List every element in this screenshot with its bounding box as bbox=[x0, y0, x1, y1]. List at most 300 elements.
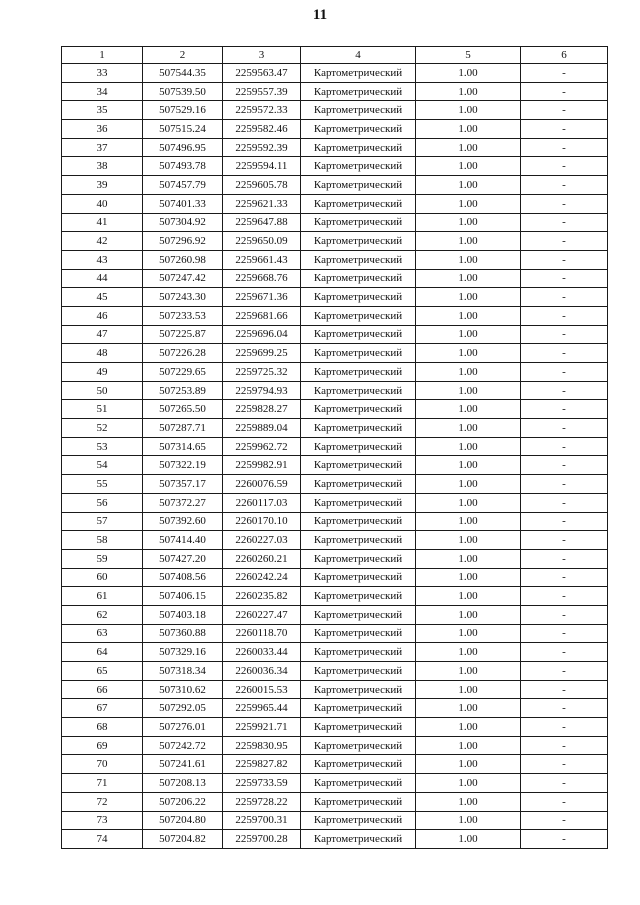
note-cell: - bbox=[521, 176, 608, 195]
x-coordinate-cell: 507515.24 bbox=[143, 120, 223, 139]
column-header: 3 bbox=[223, 47, 301, 64]
accuracy-cell: 1.00 bbox=[416, 194, 521, 213]
point-number-cell: 65 bbox=[62, 662, 143, 681]
point-number-cell: 42 bbox=[62, 232, 143, 251]
accuracy-cell: 1.00 bbox=[416, 381, 521, 400]
table-row bbox=[62, 774, 608, 793]
x-coordinate-cell: 507357.17 bbox=[143, 475, 223, 494]
table-row bbox=[62, 194, 608, 213]
x-coordinate-cell: 507539.50 bbox=[143, 82, 223, 101]
method-cell: Картометрический bbox=[301, 344, 416, 363]
accuracy-cell: 1.00 bbox=[416, 549, 521, 568]
note-cell: - bbox=[521, 811, 608, 830]
accuracy-cell: 1.00 bbox=[416, 213, 521, 232]
y-coordinate-cell: 2260076.59 bbox=[223, 475, 301, 494]
accuracy-cell: 1.00 bbox=[416, 662, 521, 681]
table-row bbox=[62, 605, 608, 624]
y-coordinate-cell: 2259794.93 bbox=[223, 381, 301, 400]
point-number-cell: 73 bbox=[62, 811, 143, 830]
table-row bbox=[62, 643, 608, 662]
x-coordinate-cell: 507493.78 bbox=[143, 157, 223, 176]
method-cell: Картометрический bbox=[301, 774, 416, 793]
method-cell: Картометрический bbox=[301, 755, 416, 774]
note-cell: - bbox=[521, 306, 608, 325]
x-coordinate-cell: 507241.61 bbox=[143, 755, 223, 774]
x-coordinate-cell: 507242.72 bbox=[143, 736, 223, 755]
table-row bbox=[62, 736, 608, 755]
method-cell: Картометрический bbox=[301, 64, 416, 83]
accuracy-cell: 1.00 bbox=[416, 456, 521, 475]
y-coordinate-cell: 2260227.47 bbox=[223, 605, 301, 624]
x-coordinate-cell: 507206.22 bbox=[143, 792, 223, 811]
table-row bbox=[62, 437, 608, 456]
table-row bbox=[62, 512, 608, 531]
method-cell: Картометрический bbox=[301, 400, 416, 419]
note-cell: - bbox=[521, 493, 608, 512]
note-cell: - bbox=[521, 680, 608, 699]
accuracy-cell: 1.00 bbox=[416, 400, 521, 419]
method-cell: Картометрический bbox=[301, 381, 416, 400]
method-cell: Картометрический bbox=[301, 157, 416, 176]
note-cell: - bbox=[521, 363, 608, 382]
x-coordinate-cell: 507296.92 bbox=[143, 232, 223, 251]
point-number-cell: 56 bbox=[62, 493, 143, 512]
table-row bbox=[62, 419, 608, 438]
y-coordinate-cell: 2260260.21 bbox=[223, 549, 301, 568]
y-coordinate-cell: 2259962.72 bbox=[223, 437, 301, 456]
table-row bbox=[62, 699, 608, 718]
x-coordinate-cell: 507496.95 bbox=[143, 138, 223, 157]
method-cell: Картометрический bbox=[301, 512, 416, 531]
x-coordinate-cell: 507260.98 bbox=[143, 250, 223, 269]
point-number-cell: 43 bbox=[62, 250, 143, 269]
note-cell: - bbox=[521, 269, 608, 288]
table-row bbox=[62, 176, 608, 195]
table-row bbox=[62, 718, 608, 737]
column-header: 2 bbox=[143, 47, 223, 64]
y-coordinate-cell: 2259921.71 bbox=[223, 718, 301, 737]
column-header: 6 bbox=[521, 47, 608, 64]
method-cell: Картометрический bbox=[301, 138, 416, 157]
note-cell: - bbox=[521, 549, 608, 568]
x-coordinate-cell: 507253.89 bbox=[143, 381, 223, 400]
point-number-cell: 50 bbox=[62, 381, 143, 400]
x-coordinate-cell: 507403.18 bbox=[143, 605, 223, 624]
y-coordinate-cell: 2259668.76 bbox=[223, 269, 301, 288]
table-row bbox=[62, 269, 608, 288]
y-coordinate-cell: 2259647.88 bbox=[223, 213, 301, 232]
accuracy-cell: 1.00 bbox=[416, 587, 521, 606]
x-coordinate-cell: 507529.16 bbox=[143, 101, 223, 120]
note-cell: - bbox=[521, 194, 608, 213]
point-number-cell: 46 bbox=[62, 306, 143, 325]
point-number-cell: 39 bbox=[62, 176, 143, 195]
x-coordinate-cell: 507204.80 bbox=[143, 811, 223, 830]
point-number-cell: 34 bbox=[62, 82, 143, 101]
x-coordinate-cell: 507392.60 bbox=[143, 512, 223, 531]
method-cell: Картометрический bbox=[301, 213, 416, 232]
note-cell: - bbox=[521, 531, 608, 550]
table-row bbox=[62, 250, 608, 269]
x-coordinate-cell: 507243.30 bbox=[143, 288, 223, 307]
x-coordinate-cell: 507372.27 bbox=[143, 493, 223, 512]
accuracy-cell: 1.00 bbox=[416, 718, 521, 737]
point-number-cell: 64 bbox=[62, 643, 143, 662]
method-cell: Картометрический bbox=[301, 811, 416, 830]
method-cell: Картометрический bbox=[301, 531, 416, 550]
y-coordinate-cell: 2259700.31 bbox=[223, 811, 301, 830]
x-coordinate-cell: 507401.33 bbox=[143, 194, 223, 213]
method-cell: Картометрический bbox=[301, 82, 416, 101]
y-coordinate-cell: 2260033.44 bbox=[223, 643, 301, 662]
x-coordinate-cell: 507544.35 bbox=[143, 64, 223, 83]
accuracy-cell: 1.00 bbox=[416, 568, 521, 587]
x-coordinate-cell: 507427.20 bbox=[143, 549, 223, 568]
accuracy-cell: 1.00 bbox=[416, 643, 521, 662]
point-number-cell: 44 bbox=[62, 269, 143, 288]
method-cell: Картометрический bbox=[301, 269, 416, 288]
note-cell: - bbox=[521, 830, 608, 849]
table-body bbox=[62, 64, 608, 849]
method-cell: Картометрический bbox=[301, 306, 416, 325]
note-cell: - bbox=[521, 699, 608, 718]
method-cell: Картометрический bbox=[301, 718, 416, 737]
note-cell: - bbox=[521, 82, 608, 101]
x-coordinate-cell: 507247.42 bbox=[143, 269, 223, 288]
y-coordinate-cell: 2260118.70 bbox=[223, 624, 301, 643]
accuracy-cell: 1.00 bbox=[416, 531, 521, 550]
x-coordinate-cell: 507229.65 bbox=[143, 363, 223, 382]
x-coordinate-cell: 507360.88 bbox=[143, 624, 223, 643]
x-coordinate-cell: 507408.56 bbox=[143, 568, 223, 587]
y-coordinate-cell: 2259827.82 bbox=[223, 755, 301, 774]
point-number-cell: 61 bbox=[62, 587, 143, 606]
accuracy-cell: 1.00 bbox=[416, 736, 521, 755]
table-row bbox=[62, 624, 608, 643]
x-coordinate-cell: 507304.92 bbox=[143, 213, 223, 232]
point-number-cell: 57 bbox=[62, 512, 143, 531]
column-header: 1 bbox=[62, 47, 143, 64]
x-coordinate-cell: 507204.82 bbox=[143, 830, 223, 849]
table-header-row bbox=[62, 47, 608, 64]
accuracy-cell: 1.00 bbox=[416, 624, 521, 643]
method-cell: Картометрический bbox=[301, 250, 416, 269]
table-row bbox=[62, 157, 608, 176]
note-cell: - bbox=[521, 456, 608, 475]
point-number-cell: 35 bbox=[62, 101, 143, 120]
note-cell: - bbox=[521, 344, 608, 363]
y-coordinate-cell: 2259700.28 bbox=[223, 830, 301, 849]
table-row bbox=[62, 493, 608, 512]
method-cell: Картометрический bbox=[301, 176, 416, 195]
point-number-cell: 59 bbox=[62, 549, 143, 568]
method-cell: Картометрический bbox=[301, 363, 416, 382]
accuracy-cell: 1.00 bbox=[416, 288, 521, 307]
table-row bbox=[62, 381, 608, 400]
accuracy-cell: 1.00 bbox=[416, 811, 521, 830]
x-coordinate-cell: 507457.79 bbox=[143, 176, 223, 195]
note-cell: - bbox=[521, 755, 608, 774]
method-cell: Картометрический bbox=[301, 101, 416, 120]
table-row bbox=[62, 549, 608, 568]
column-header: 5 bbox=[416, 47, 521, 64]
x-coordinate-cell: 507292.05 bbox=[143, 699, 223, 718]
note-cell: - bbox=[521, 138, 608, 157]
table-row bbox=[62, 568, 608, 587]
table-row bbox=[62, 400, 608, 419]
accuracy-cell: 1.00 bbox=[416, 830, 521, 849]
note-cell: - bbox=[521, 512, 608, 531]
method-cell: Картометрический bbox=[301, 792, 416, 811]
method-cell: Картометрический bbox=[301, 830, 416, 849]
x-coordinate-cell: 507276.01 bbox=[143, 718, 223, 737]
table-row bbox=[62, 120, 608, 139]
note-cell: - bbox=[521, 250, 608, 269]
y-coordinate-cell: 2259592.39 bbox=[223, 138, 301, 157]
accuracy-cell: 1.00 bbox=[416, 269, 521, 288]
note-cell: - bbox=[521, 736, 608, 755]
table-row bbox=[62, 755, 608, 774]
table-row bbox=[62, 792, 608, 811]
accuracy-cell: 1.00 bbox=[416, 64, 521, 83]
method-cell: Картометрический bbox=[301, 437, 416, 456]
x-coordinate-cell: 507406.15 bbox=[143, 587, 223, 606]
point-number-cell: 48 bbox=[62, 344, 143, 363]
table-row bbox=[62, 82, 608, 101]
y-coordinate-cell: 2259725.32 bbox=[223, 363, 301, 382]
method-cell: Картометрический bbox=[301, 605, 416, 624]
method-cell: Картометрический bbox=[301, 680, 416, 699]
note-cell: - bbox=[521, 643, 608, 662]
point-number-cell: 67 bbox=[62, 699, 143, 718]
method-cell: Картометрический bbox=[301, 120, 416, 139]
y-coordinate-cell: 2259681.66 bbox=[223, 306, 301, 325]
note-cell: - bbox=[521, 101, 608, 120]
point-number-cell: 71 bbox=[62, 774, 143, 793]
method-cell: Картометрический bbox=[301, 493, 416, 512]
accuracy-cell: 1.00 bbox=[416, 774, 521, 793]
method-cell: Картометрический bbox=[301, 587, 416, 606]
method-cell: Картометрический bbox=[301, 624, 416, 643]
note-cell: - bbox=[521, 792, 608, 811]
note-cell: - bbox=[521, 419, 608, 438]
y-coordinate-cell: 2260015.53 bbox=[223, 680, 301, 699]
x-coordinate-cell: 507208.13 bbox=[143, 774, 223, 793]
table-row bbox=[62, 475, 608, 494]
note-cell: - bbox=[521, 568, 608, 587]
accuracy-cell: 1.00 bbox=[416, 325, 521, 344]
table-row bbox=[62, 288, 608, 307]
note-cell: - bbox=[521, 774, 608, 793]
note-cell: - bbox=[521, 325, 608, 344]
accuracy-cell: 1.00 bbox=[416, 680, 521, 699]
note-cell: - bbox=[521, 662, 608, 681]
point-number-cell: 33 bbox=[62, 64, 143, 83]
table-row bbox=[62, 138, 608, 157]
x-coordinate-cell: 507287.71 bbox=[143, 419, 223, 438]
column-header: 4 bbox=[301, 47, 416, 64]
method-cell: Картометрический bbox=[301, 288, 416, 307]
note-cell: - bbox=[521, 232, 608, 251]
point-number-cell: 45 bbox=[62, 288, 143, 307]
y-coordinate-cell: 2259965.44 bbox=[223, 699, 301, 718]
accuracy-cell: 1.00 bbox=[416, 792, 521, 811]
accuracy-cell: 1.00 bbox=[416, 82, 521, 101]
note-cell: - bbox=[521, 437, 608, 456]
note-cell: - bbox=[521, 587, 608, 606]
x-coordinate-cell: 507322.19 bbox=[143, 456, 223, 475]
x-coordinate-cell: 507414.40 bbox=[143, 531, 223, 550]
note-cell: - bbox=[521, 475, 608, 494]
method-cell: Картометрический bbox=[301, 232, 416, 251]
accuracy-cell: 1.00 bbox=[416, 344, 521, 363]
accuracy-cell: 1.00 bbox=[416, 232, 521, 251]
y-coordinate-cell: 2259728.22 bbox=[223, 792, 301, 811]
point-number-cell: 54 bbox=[62, 456, 143, 475]
point-number-cell: 63 bbox=[62, 624, 143, 643]
x-coordinate-cell: 507318.34 bbox=[143, 662, 223, 681]
y-coordinate-cell: 2260235.82 bbox=[223, 587, 301, 606]
method-cell: Картометрический bbox=[301, 568, 416, 587]
x-coordinate-cell: 507233.53 bbox=[143, 306, 223, 325]
accuracy-cell: 1.00 bbox=[416, 512, 521, 531]
y-coordinate-cell: 2259830.95 bbox=[223, 736, 301, 755]
accuracy-cell: 1.00 bbox=[416, 176, 521, 195]
method-cell: Картометрический bbox=[301, 662, 416, 681]
point-number-cell: 74 bbox=[62, 830, 143, 849]
table-row bbox=[62, 456, 608, 475]
note-cell: - bbox=[521, 605, 608, 624]
point-number-cell: 68 bbox=[62, 718, 143, 737]
accuracy-cell: 1.00 bbox=[416, 101, 521, 120]
accuracy-cell: 1.00 bbox=[416, 605, 521, 624]
note-cell: - bbox=[521, 64, 608, 83]
y-coordinate-cell: 2259699.25 bbox=[223, 344, 301, 363]
accuracy-cell: 1.00 bbox=[416, 157, 521, 176]
y-coordinate-cell: 2259889.04 bbox=[223, 419, 301, 438]
table-row bbox=[62, 811, 608, 830]
y-coordinate-cell: 2260242.24 bbox=[223, 568, 301, 587]
accuracy-cell: 1.00 bbox=[416, 250, 521, 269]
y-coordinate-cell: 2259621.33 bbox=[223, 194, 301, 213]
point-number-cell: 66 bbox=[62, 680, 143, 699]
page-number: 11 bbox=[312, 7, 328, 23]
y-coordinate-cell: 2259594.11 bbox=[223, 157, 301, 176]
table-row bbox=[62, 325, 608, 344]
method-cell: Картометрический bbox=[301, 549, 416, 568]
note-cell: - bbox=[521, 120, 608, 139]
y-coordinate-cell: 2259557.39 bbox=[223, 82, 301, 101]
point-number-cell: 55 bbox=[62, 475, 143, 494]
accuracy-cell: 1.00 bbox=[416, 475, 521, 494]
y-coordinate-cell: 2259572.33 bbox=[223, 101, 301, 120]
note-cell: - bbox=[521, 381, 608, 400]
point-number-cell: 52 bbox=[62, 419, 143, 438]
method-cell: Картометрический bbox=[301, 456, 416, 475]
accuracy-cell: 1.00 bbox=[416, 306, 521, 325]
note-cell: - bbox=[521, 157, 608, 176]
note-cell: - bbox=[521, 624, 608, 643]
table-row bbox=[62, 306, 608, 325]
note-cell: - bbox=[521, 288, 608, 307]
point-number-cell: 69 bbox=[62, 736, 143, 755]
point-number-cell: 51 bbox=[62, 400, 143, 419]
note-cell: - bbox=[521, 213, 608, 232]
accuracy-cell: 1.00 bbox=[416, 120, 521, 139]
y-coordinate-cell: 2259563.47 bbox=[223, 64, 301, 83]
y-coordinate-cell: 2259696.04 bbox=[223, 325, 301, 344]
point-number-cell: 60 bbox=[62, 568, 143, 587]
x-coordinate-cell: 507314.65 bbox=[143, 437, 223, 456]
y-coordinate-cell: 2259828.27 bbox=[223, 400, 301, 419]
point-number-cell: 70 bbox=[62, 755, 143, 774]
accuracy-cell: 1.00 bbox=[416, 493, 521, 512]
note-cell: - bbox=[521, 718, 608, 737]
point-number-cell: 40 bbox=[62, 194, 143, 213]
table-row bbox=[62, 363, 608, 382]
table-row bbox=[62, 830, 608, 849]
point-number-cell: 36 bbox=[62, 120, 143, 139]
table-row bbox=[62, 232, 608, 251]
y-coordinate-cell: 2259605.78 bbox=[223, 176, 301, 195]
method-cell: Картометрический bbox=[301, 419, 416, 438]
method-cell: Картометрический bbox=[301, 643, 416, 662]
y-coordinate-cell: 2259671.36 bbox=[223, 288, 301, 307]
point-number-cell: 62 bbox=[62, 605, 143, 624]
point-number-cell: 37 bbox=[62, 138, 143, 157]
y-coordinate-cell: 2260036.34 bbox=[223, 662, 301, 681]
y-coordinate-cell: 2259982.91 bbox=[223, 456, 301, 475]
method-cell: Картометрический bbox=[301, 475, 416, 494]
table-row bbox=[62, 344, 608, 363]
method-cell: Картометрический bbox=[301, 325, 416, 344]
table-row bbox=[62, 662, 608, 681]
x-coordinate-cell: 507226.28 bbox=[143, 344, 223, 363]
x-coordinate-cell: 507310.62 bbox=[143, 680, 223, 699]
note-cell: - bbox=[521, 400, 608, 419]
point-number-cell: 58 bbox=[62, 531, 143, 550]
table-row bbox=[62, 587, 608, 606]
table-row bbox=[62, 213, 608, 232]
table-row bbox=[62, 101, 608, 120]
point-number-cell: 38 bbox=[62, 157, 143, 176]
table-row bbox=[62, 680, 608, 699]
table-row bbox=[62, 531, 608, 550]
y-coordinate-cell: 2260170.10 bbox=[223, 512, 301, 531]
point-number-cell: 49 bbox=[62, 363, 143, 382]
y-coordinate-cell: 2260227.03 bbox=[223, 531, 301, 550]
accuracy-cell: 1.00 bbox=[416, 419, 521, 438]
point-number-cell: 41 bbox=[62, 213, 143, 232]
y-coordinate-cell: 2259661.43 bbox=[223, 250, 301, 269]
table-row bbox=[62, 64, 608, 83]
y-coordinate-cell: 2259650.09 bbox=[223, 232, 301, 251]
point-number-cell: 53 bbox=[62, 437, 143, 456]
y-coordinate-cell: 2259733.59 bbox=[223, 774, 301, 793]
method-cell: Картометрический bbox=[301, 699, 416, 718]
accuracy-cell: 1.00 bbox=[416, 138, 521, 157]
y-coordinate-cell: 2260117.03 bbox=[223, 493, 301, 512]
point-number-cell: 72 bbox=[62, 792, 143, 811]
method-cell: Картометрический bbox=[301, 194, 416, 213]
accuracy-cell: 1.00 bbox=[416, 437, 521, 456]
x-coordinate-cell: 507329.16 bbox=[143, 643, 223, 662]
accuracy-cell: 1.00 bbox=[416, 755, 521, 774]
accuracy-cell: 1.00 bbox=[416, 699, 521, 718]
accuracy-cell: 1.00 bbox=[416, 363, 521, 382]
x-coordinate-cell: 507225.87 bbox=[143, 325, 223, 344]
x-coordinate-cell: 507265.50 bbox=[143, 400, 223, 419]
